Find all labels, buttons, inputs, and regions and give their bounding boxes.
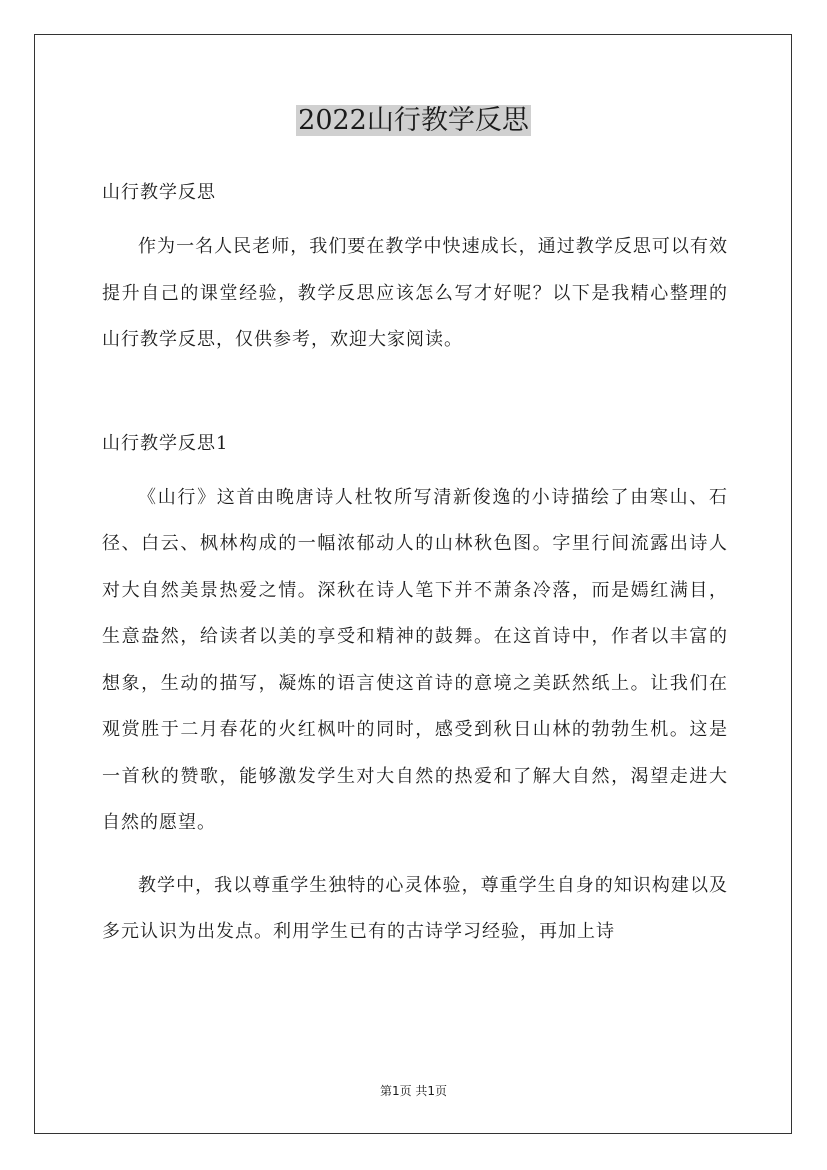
- document-title: 2022山行教学反思: [298, 105, 529, 136]
- section-1-paragraph-1: 《山行》这首由晚唐诗人杜牧所写清新俊逸的小诗描绘了由寒山、石径、白云、枫林构成的一幅浓郁动人的山林秋色图。字里行间流露出诗人对大自然美景热爱之情。深秋在诗人笔下并不萧条冷落，而是嫣红满目，生意盎然，给读者以美的享受和精神的鼓舞。在这首诗中，作者以丰富的想象，生动的描写，凝炼的语言使这首诗的意境之美跃然纸上。让我们在观赏胜于二月春花的火红枫叶的同时，感受到秋日山林的勃勃生机。这是一首秋的赞歌，能够激发学生对大自然的热爱和了解大自然，渴望走进大自然的愿望。: [102, 486, 728, 833]
- document-body: [102, 178, 728, 956]
- section-1-paragraph-2: 教学中，我以尊重学生独特的心灵体验，尊重学生自身的知识构建以及多元认识为出发点。利用学生已有的古诗学习经验，再加上诗: [102, 874, 728, 942]
- intro-heading: 山行教学反思: [102, 182, 216, 203]
- intro-paragraph: 作为一名人民老师，我们要在教学中快速成长，通过教学反思可以有效提升自己的课堂经验，教学反思应该怎么写才好呢？以下是我精心整理的山行教学反思，仅供参考，欢迎大家阅读。: [102, 236, 728, 350]
- page-footer: 第1页 共1页: [379, 1084, 448, 1098]
- section-heading-1: 山行教学反思1: [102, 432, 229, 454]
